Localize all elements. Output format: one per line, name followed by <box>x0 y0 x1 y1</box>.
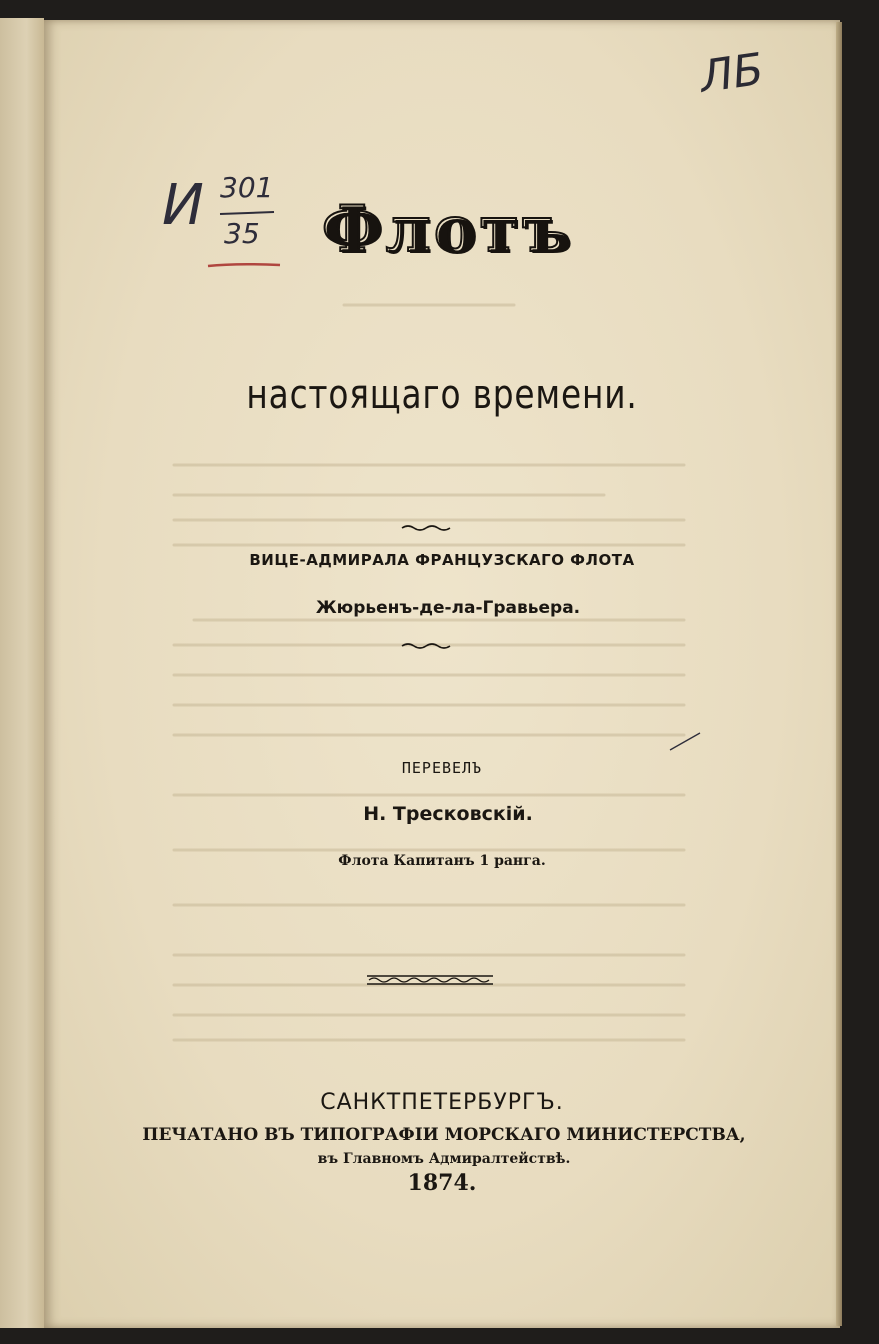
author-name: Жюрьенъ-де-ла-Гравьера. <box>315 598 581 618</box>
shelf-mark-letter: И <box>162 173 204 238</box>
facing-page-edge <box>0 18 44 1328</box>
wavy-rule-bottom <box>400 641 456 651</box>
ornamental-divider <box>365 972 495 988</box>
imprint-printer: ПЕЧАТАНО ВЪ ТИПОГРАФІИ МОРСКАГО МИНИСТЕРСТВА, <box>142 1125 746 1145</box>
wavy-rule-top <box>400 523 456 533</box>
translator-name: Н. Тресковскій. <box>363 803 533 825</box>
imprint-place: въ Главномъ Адмиралтействѣ. <box>317 1151 571 1167</box>
shelf-mark-denominator: 35 <box>224 217 260 250</box>
imprint-year: 1874. <box>407 1170 477 1196</box>
book-subtitle: настоящаго времени. <box>246 372 638 418</box>
stray-pen-mark <box>668 730 702 752</box>
book-title: Флотъ <box>321 192 575 267</box>
shelf-mark-numerator: 301 <box>220 171 274 204</box>
handwritten-corner-mark: ЛБ <box>696 43 767 104</box>
translator-rank: Флота Капитанъ 1 ранга. <box>338 853 546 869</box>
imprint-city: САНКТПЕТЕРБУРГЪ. <box>320 1090 564 1115</box>
author-rank-line: ВИЦЕ-АДМИРАЛА ФРАНЦУЗСКАГО ФЛОТА <box>249 551 635 569</box>
translated-by-label: ПЕРЕВЕЛЪ <box>401 759 483 777</box>
